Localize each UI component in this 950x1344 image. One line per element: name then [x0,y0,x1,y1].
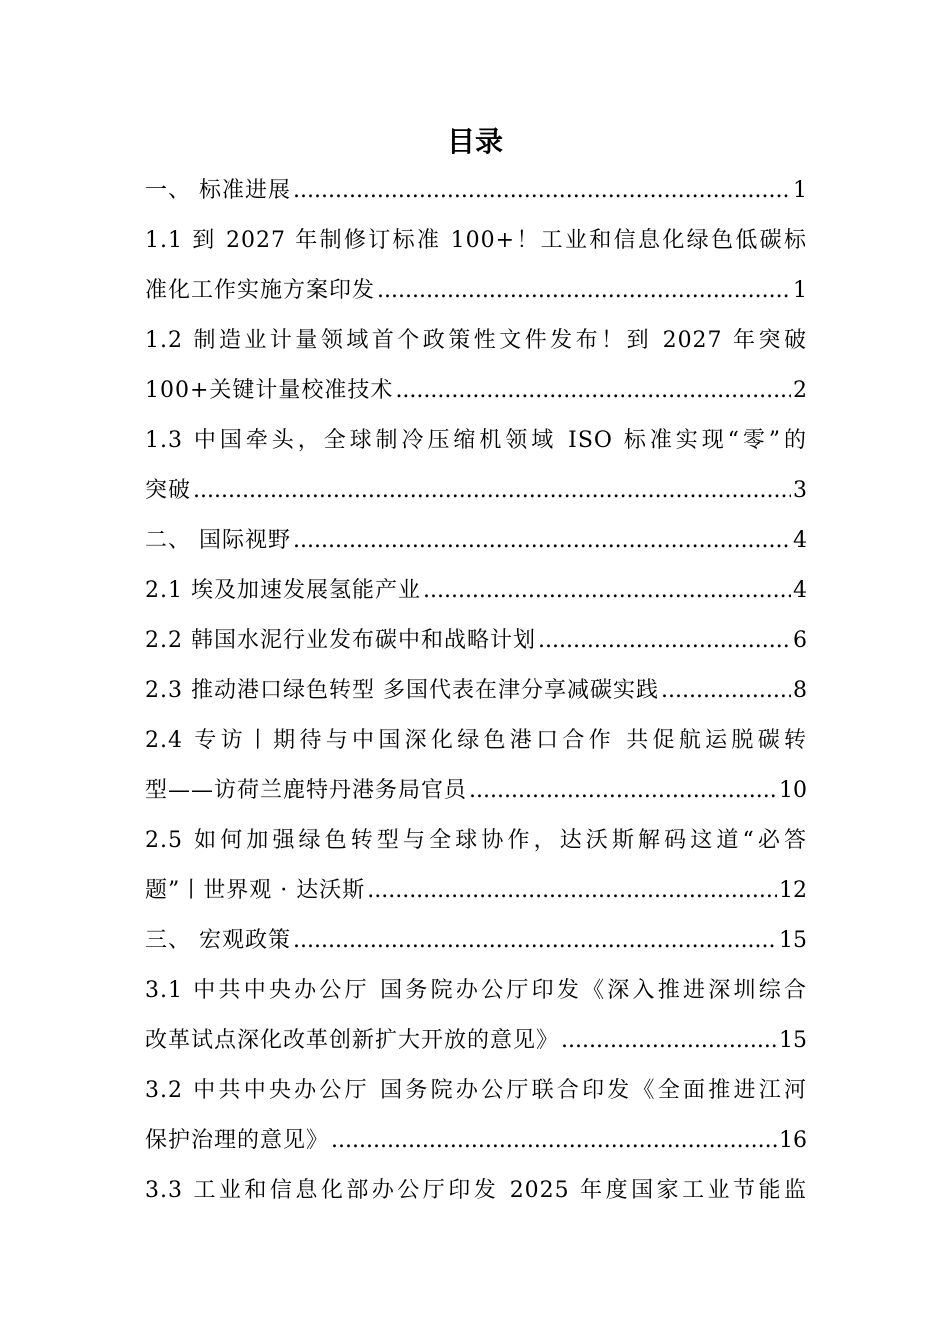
toc-page-number: 15 [779,1028,807,1053]
toc-leader-dots [377,268,791,314]
toc-line[interactable] [145,668,807,718]
toc-leader-dots [331,1118,777,1164]
toc-entry-text: 3.1 中共中央办公厅 国务院办公厅印发《深入推进深圳综合 [145,978,807,1003]
toc-line[interactable] [145,518,807,568]
toc-page-number: 3 [793,478,807,503]
toc-line[interactable] [145,368,807,418]
toc-entry-text: 2.3 推动港口绿色转型 多国代表在津分享减碳实践 [145,678,659,703]
toc-line[interactable] [145,268,807,318]
toc-line[interactable] [145,1168,807,1218]
toc-entry-text: 2.1 埃及加速发展氢能产业 [145,578,421,603]
toc-entry-text: 题”丨世界观 · 达沃斯 [145,878,366,903]
toc-line[interactable] [145,618,807,668]
toc-entry-text: 突破 [145,478,192,503]
toc-page-number: 1 [793,278,807,303]
toc-line[interactable] [145,168,807,218]
toc-line[interactable] [145,568,807,618]
toc-entry-text: 改革试点深化改革创新扩大开放的意见》 [145,1028,560,1053]
toc-leader-dots [293,518,791,564]
toc-line[interactable] [145,968,807,1018]
toc-entry-text: 准化工作实施方案印发 [145,278,376,303]
toc-entry-text: 三、 宏观政策 [145,928,291,953]
toc-line[interactable] [145,468,807,518]
toc-line[interactable] [145,1018,807,1068]
toc-line[interactable] [145,768,807,818]
toc-line[interactable] [145,1118,807,1168]
toc-entry-text: 型——访荷兰鹿特丹港务局官员 [145,778,468,803]
toc-line[interactable] [145,218,807,268]
toc-entry-text: 保护治理的意见》 [145,1128,330,1153]
toc-leader-dots [293,168,791,214]
toc-page-number: 8 [793,678,807,703]
page-title: 目录 [446,125,503,158]
toc-line[interactable] [145,318,807,368]
toc-line[interactable] [145,918,807,968]
toc-page-number: 15 [779,928,807,953]
toc-entry-text: 3.2 中共中央办公厅 国务院办公厅联合印发《全面推进江河 [145,1078,807,1103]
toc-line[interactable] [145,418,807,468]
toc-entry-text: 2.5 如何加强绿色转型与全球协作，达沃斯解码这道“必答 [145,828,807,853]
toc-line[interactable] [145,1068,807,1118]
toc-leader-dots [293,918,777,964]
toc-page-number: 16 [779,1128,807,1153]
toc-entry-text: 一、 标准进展 [145,178,291,203]
toc-leader-dots [193,468,791,514]
toc-page-number: 1 [793,178,807,203]
toc-entry-text: 1.2 制造业计量领域首个政策性文件发布！到 2027 年突破 [145,328,807,353]
toc-leader-dots [395,368,791,414]
toc-line[interactable] [145,718,807,768]
toc-page-number: 4 [793,578,807,603]
toc-leader-dots [469,768,777,814]
toc-leader-dots [661,668,791,714]
toc-page-number: 6 [793,628,807,653]
toc-leader-dots [367,868,777,914]
toc-line[interactable] [145,818,807,868]
toc-entry-text: 2.4 专访丨期待与中国深化绿色港口合作 共促航运脱碳转 [145,728,807,753]
toc-entry-text: 100+关键计量校准技术 [145,378,394,403]
toc-leader-dots [538,618,791,664]
toc-entry-text: 3.3 工业和信息化部办公厅印发 2025 年度国家工业节能监 [145,1178,807,1203]
table-of-contents [145,168,807,1218]
toc-entry-text: 1.3 中国牵头，全球制冷压缩机领域 ISO 标准实现“零”的 [145,428,807,453]
toc-page-number: 12 [779,878,807,903]
toc-line[interactable] [145,868,807,918]
toc-leader-dots [423,568,791,614]
toc-entry-text: 二、 国际视野 [145,528,291,553]
toc-entry-text: 1.1 到 2027 年制修订标准 100+！工业和信息化绿色低碳标 [145,228,807,253]
toc-page-number: 10 [779,778,807,803]
toc-leader-dots [561,1018,777,1064]
toc-page-number: 4 [793,528,807,553]
toc-entry-text: 2.2 韩国水泥行业发布碳中和战略计划 [145,628,536,653]
toc-page-number: 2 [793,378,807,403]
